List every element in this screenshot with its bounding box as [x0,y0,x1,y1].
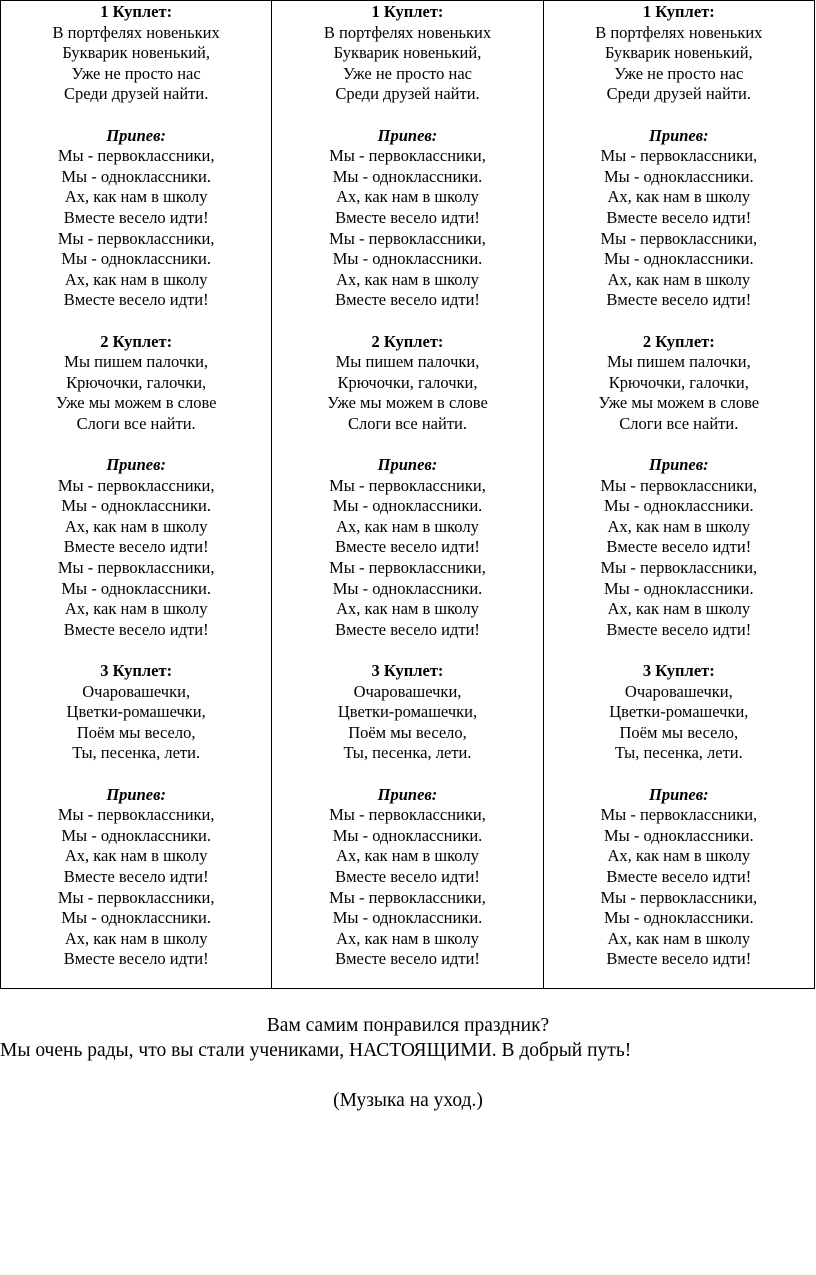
verse-block [1,661,271,764]
lyric-line: Очаровашечки, [624,681,733,701]
lyric-line: Мы - одноклассники. [332,249,483,269]
lyric-line: Мы - первоклассники, [600,146,758,166]
lyric-line: Уже не просто нас [342,63,473,83]
lyrics-column [544,1,814,988]
lyric-line: Крючочки, галочки, [66,372,207,392]
lyrics-column [1,1,272,988]
lyric-line: Вместе весело идти! [63,866,209,886]
lyric-line: Мы - первоклассники, [600,558,758,578]
lyric-line: Мы - первоклассники, [57,558,215,578]
lyric-line: Мы - первоклассники, [329,475,486,495]
lyric-line: Уже мы можем в слове [327,393,488,413]
lyric-line: Мы - первоклассники, [600,228,758,248]
chorus-block [1,126,271,311]
chorus-heading: Припев: [649,784,709,804]
lyric-line: Ах, как нам в школу [64,516,208,536]
lyric-line: Букварик новенький, [604,43,753,63]
chorus-block [1,455,271,640]
lyric-line: Ты, песенка, лети. [343,743,472,763]
lyric-line: Мы - одноклассники. [604,908,754,928]
lyric-line: Мы - первоклассники, [57,805,215,825]
lyric-line: Ах, как нам в школу [607,599,751,619]
lyric-line: Мы - первоклассники, [57,228,215,248]
lyric-line: Вместе весело идти! [63,290,209,310]
lyric-line: Цветки-ромашечки, [337,702,478,722]
chorus-heading: Припев: [377,125,438,145]
lyric-line: Вместе весело идти! [63,619,209,639]
lyric-line: Вместе весело идти! [335,866,480,886]
closing-wish: Мы очень рады, что вы стали учениками, НАСТОЯЩИМИ. В добрый путь! [0,1040,632,1061]
lyric-line: Мы - первоклассники, [329,887,486,907]
lyric-line: Ах, как нам в школу [64,928,208,948]
lyric-line: Букварик новенький, [62,43,211,63]
lyric-line: Вместе весело идти! [606,537,752,557]
lyric-line: Крючочки, галочки, [337,372,478,392]
lyric-line: Ах, как нам в школу [64,187,208,207]
lyric-line: Мы - первоклассники, [600,805,758,825]
verse-block [544,332,814,435]
lyric-line: Букварик новенький, [333,43,482,63]
chorus-block [272,126,542,311]
lyric-line: Вместе весело идти! [606,619,752,639]
lyric-line: Мы - одноклассники. [604,166,754,186]
chorus-heading: Припев: [106,784,166,804]
lyric-line: Мы пишем палочки, [335,352,480,372]
lyric-line: Мы - одноклассники. [61,496,211,516]
lyric-line: Ах, как нам в школу [607,187,751,207]
lyric-line: Мы - первоклассники, [600,887,758,907]
lyric-line: Слоги все найти. [347,413,467,433]
lyric-line: Вместе весело идти! [335,949,480,969]
lyric-line: Вместе весело идти! [335,619,480,639]
lyric-line: Ах, как нам в школу [336,516,479,536]
lyric-line: Мы - одноклассники. [61,578,211,598]
closing-remarks [0,1013,816,1113]
chorus-heading: Припев: [106,455,166,475]
lyric-line: Мы - одноклассники. [61,825,211,845]
verse-heading: 1 Куплет: [100,2,173,21]
lyric-line: Мы - одноклассники. [61,249,211,269]
lyric-line: Ах, как нам в школу [607,269,751,289]
lyric-line: Ах, как нам в школу [336,269,479,289]
lyric-line: Очаровашечки, [82,681,191,701]
verse-block [272,2,542,105]
lyric-line: Мы - первоклассники, [57,887,215,907]
lyric-line: Мы - первоклассники, [329,228,486,248]
chorus-heading: Припев: [377,784,438,804]
verse-block [544,661,814,764]
lyric-line: Ах, как нам в школу [64,846,208,866]
lyric-line: Мы - одноклассники. [61,166,211,186]
lyric-line: Вместе весело идти! [606,207,752,227]
lyric-line: Среди друзей найти. [335,84,480,104]
verse-block [1,2,271,105]
lyric-line: Мы - первоклассники, [329,146,486,166]
lyric-line: Вместе весело идти! [606,949,752,969]
lyric-line: Мы - первоклассники, [329,805,486,825]
lyric-line: Мы - одноклассники. [332,825,483,845]
verse-block [272,661,542,764]
lyric-line: Поём мы весело, [76,722,196,742]
lyric-line: Вместе весело идти! [335,207,480,227]
lyric-line: Вместе весело идти! [606,290,752,310]
lyric-line: Мы - одноклассники. [332,496,483,516]
lyric-line: Цветки-ромашечки, [609,702,749,722]
lyric-line: В портфелях новеньких [595,22,763,42]
lyric-line: Ах, как нам в школу [336,599,479,619]
chorus-block [544,126,814,311]
chorus-heading: Припев: [106,125,166,145]
lyric-line: Поём мы весело, [348,722,467,742]
lyric-line: Уже мы можем в слове [598,393,760,413]
lyric-line: Мы - первоклассники, [600,475,758,495]
lyric-line: Поём мы весело, [619,722,739,742]
lyric-line: Вместе весело идти! [335,537,480,557]
verse-heading: 1 Куплет: [642,2,715,21]
lyric-line: Уже мы можем в слове [55,393,217,413]
lyric-line: Крючочки, галочки, [608,372,749,392]
chorus-block [272,455,542,640]
lyric-line: В портфелях новеньких [52,22,220,42]
verse-heading: 3 Куплет: [371,661,444,680]
lyric-line: Слоги все найти. [76,413,196,433]
lyric-line: Ах, как нам в школу [336,187,479,207]
lyric-line: Среди друзей найти. [606,84,751,104]
verse-block [272,332,542,435]
verse-heading: 1 Куплет: [371,2,444,21]
lyric-line: Цветки-ромашечки, [66,702,206,722]
closing-question: Вам самим понравился праздник? [266,1015,550,1036]
lyric-line: Ты, песенка, лети. [72,743,201,763]
lyric-line: Ах, как нам в школу [336,846,479,866]
lyric-line: Мы - одноклассники. [604,825,754,845]
verse-heading: 2 Куплет: [642,331,715,351]
lyric-line: Мы - одноклассники. [604,578,754,598]
lyric-line: Мы - одноклассники. [332,578,483,598]
chorus-block [544,455,814,640]
chorus-block [544,785,814,970]
lyric-line: Мы пишем палочки, [64,352,209,372]
lyric-line: Мы - первоклассники, [57,475,215,495]
chorus-heading: Припев: [377,455,438,475]
verse-heading: 3 Куплет: [100,661,173,680]
lyric-line: Ах, как нам в школу [607,928,751,948]
lyric-line: Мы - одноклассники. [604,496,754,516]
lyric-line: Мы - одноклассники. [332,166,483,186]
lyric-line: Вместе весело идти! [335,290,480,310]
music-cue: (Музыка на уход.) [333,1090,483,1111]
lyric-line: Мы пишем палочки, [606,352,751,372]
lyric-line: Вместе весело идти! [63,949,209,969]
lyric-line: Мы - одноклассники. [332,908,483,928]
lyric-line: Вместе весело идти! [63,207,209,227]
verse-block [544,2,814,105]
lyric-line: Вместе весело идти! [63,537,209,557]
chorus-heading: Припев: [649,125,709,145]
lyric-line: В портфелях новеньких [323,22,492,42]
lyric-line: Мы - первоклассники, [329,558,486,578]
verse-block [1,332,271,435]
lyric-line: Ах, как нам в школу [607,846,751,866]
lyric-line: Мы - первоклассники, [57,146,215,166]
lyric-line: Мы - одноклассники. [61,908,211,928]
lyric-line: Ах, как нам в школу [64,599,208,619]
lyrics-column [272,1,543,988]
lyric-line: Уже не просто нас [614,63,744,83]
lyric-line: Ах, как нам в школу [336,928,479,948]
lyric-line: Уже не просто нас [71,63,201,83]
verse-heading: 2 Куплет: [100,331,173,351]
lyric-line: Вместе весело идти! [606,866,752,886]
lyric-line: Очаровашечки, [353,681,462,701]
lyric-line: Ты, песенка, лети. [614,743,743,763]
chorus-block [1,785,271,970]
chorus-heading: Припев: [649,455,709,475]
chorus-block [272,785,542,970]
lyric-line: Мы - одноклассники. [604,249,754,269]
lyric-line: Среди друзей найти. [63,84,209,104]
lyric-line: Слоги все найти. [619,413,739,433]
lyric-line: Ах, как нам в школу [64,269,208,289]
verse-heading: 2 Куплет: [371,331,444,351]
lyric-line: Ах, как нам в школу [607,516,751,536]
verse-heading: 3 Куплет: [642,661,715,680]
